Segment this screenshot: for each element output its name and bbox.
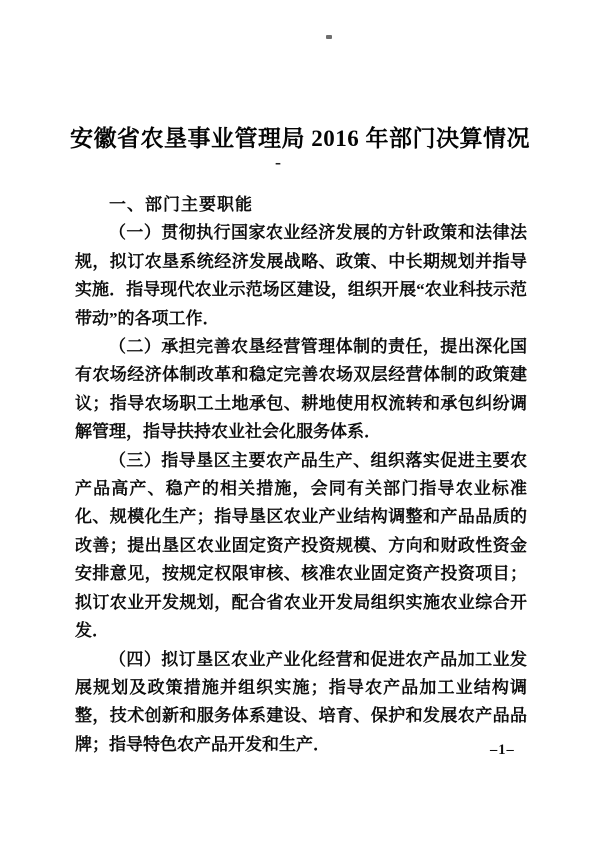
paragraph-4: （四）拟订垦区农业产业化经营和促进农产品加工业发展规划及政策措施并组织实施；指导农产品加工业结构调整，技术创新和服务体系建设、培育、保护和发展农产品品牌；指导特色农产品开发和生产． (75, 649, 527, 754)
section-heading: 一、部门主要职能 (109, 195, 253, 214)
title-dash-mark: - (275, 152, 281, 172)
paragraph-2: （二）承担完善农垦经营管理体制的责任，提出深化国有农场经济体制改革和稳定完善农场双层经营体制的政策建议；指导农场职工土地承包、耕地使用权流转和承包纠纷调解管理，指导扶持农业社会化服务体系． (75, 337, 527, 442)
paragraph-3: （三）指导垦区主要农产品生产、组织落实促进主要农产品高产、稳产的相关措施，会同有关部门指导农业标准化、规模化生产；指导垦区农业产业结构调整和产品品质的改善；提出垦区农业固定资产投资规模、方向和财政性资金安排意见，按规定权限审核、核准农业固定资产投资项目；拟订农业开发规划，配合省农业开发局组织实施农业综合开发． (75, 450, 527, 641)
scan-artifact-dot (326, 35, 332, 39)
document-body (75, 191, 527, 759)
document-title: 安徽省农垦事业管理局 2016 年部门决算情况 (70, 126, 530, 151)
page-number: –1– (490, 742, 515, 758)
paragraph-1: （一）贯彻执行国家农业经济发展的方针政策和法律法规，拟订农垦系统经济发展战略、政策、中长期规划并指导实施．指导现代农业示范场区建设，组织开展“农业科技示范带动”的各项工作． (75, 223, 527, 328)
